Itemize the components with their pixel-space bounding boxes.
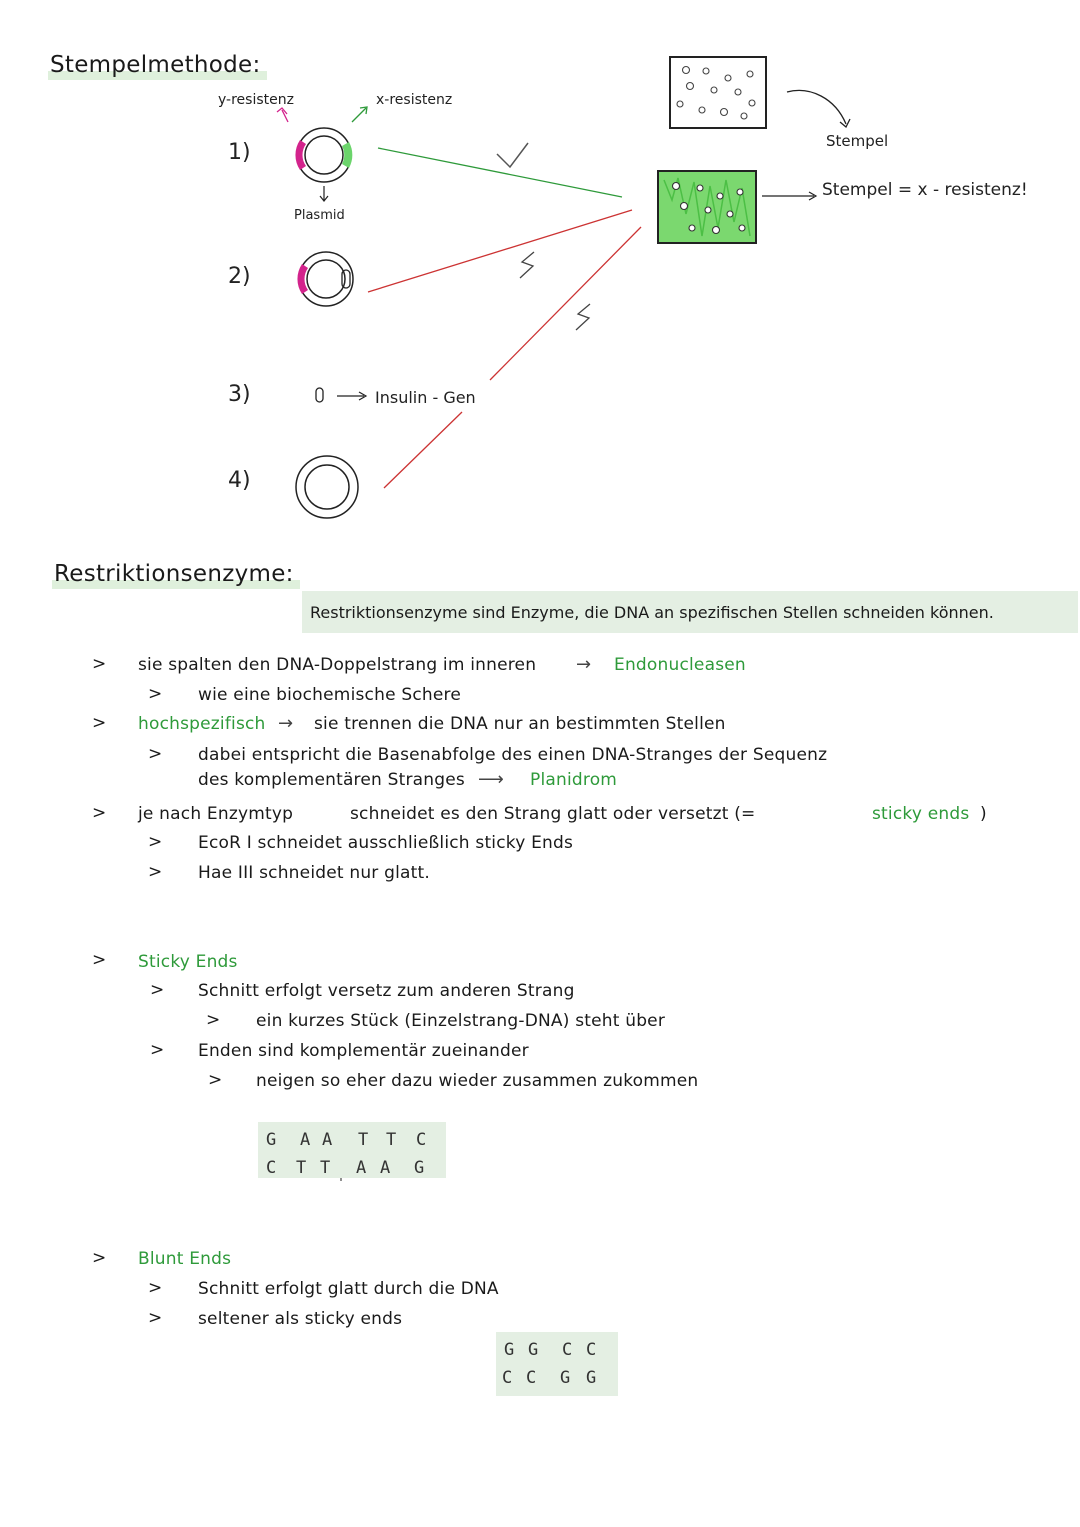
blunt-2: seltener als sticky ends (198, 1309, 403, 1329)
sub-bullet: > (148, 684, 163, 704)
sub-bullet: > (148, 862, 163, 882)
point-3-mid: schneidet es den Strang glatt oder versetzt (= (350, 804, 756, 824)
y-resistenz-label: y-resistenz (218, 92, 294, 108)
sub-bullet: > (148, 832, 163, 852)
insulin-gene-label: Insulin - Gen (375, 388, 476, 407)
sticky-seq-bottom-2: T (320, 1158, 333, 1178)
red-line-3 (490, 227, 641, 380)
blunt-seq-bottom-1: C (526, 1368, 539, 1388)
point-2-sub-1: dabei entspricht die Basenabfolge des einen DNA-Stranges der Sequenz (198, 745, 828, 765)
sub-bullet: > (150, 980, 165, 1000)
bullet-4: > (92, 950, 107, 970)
sub-sub-bullet: > (206, 1010, 221, 1030)
lightning-icon-2 (576, 304, 590, 330)
sticky-seq-bottom-5: G (414, 1158, 427, 1178)
bullet-5: > (92, 1248, 107, 1268)
x-arrow (352, 108, 366, 122)
arrow-icon: ⟶ (478, 769, 504, 790)
green-line (378, 148, 622, 197)
check-icon (497, 143, 528, 167)
sub-bullet: > (148, 1278, 163, 1298)
blunt-seq-top-3: C (586, 1340, 599, 1360)
sticky-seq-bottom-0: C (266, 1158, 279, 1178)
sub-sub-bullet: > (208, 1070, 223, 1090)
sticky-seq-bottom-1: T (296, 1158, 309, 1178)
definition-text: Restriktionsenzyme sind Enzyme, die DNA an spezifischen Stellen schneiden können. (310, 603, 994, 622)
sticky-seq-top-3: T (358, 1130, 371, 1150)
sticky-1a: ein kurzes Stück (Einzelstrang-DNA) steht über (256, 1011, 666, 1031)
stempel-title: Stempelmethode: (48, 52, 267, 80)
definition-box (302, 591, 1078, 633)
bullet-1: > (92, 654, 107, 674)
sticky-seq-top-4: T (386, 1130, 399, 1150)
point-2-sub-2: des komplementären Stranges (198, 770, 465, 790)
curved-arrow (787, 90, 846, 124)
item-3-number: 3) (228, 382, 251, 407)
point-3-end: ) (980, 804, 987, 824)
point-2-result: Planidrom (530, 770, 618, 790)
sticky-seq-bottom-4: A (380, 1158, 393, 1178)
blunt-seq-top-1: G (528, 1340, 541, 1360)
plasmid-2-icon (297, 252, 353, 306)
item-4-number: 4) (228, 468, 251, 493)
arrow-icon: → (278, 713, 294, 734)
sub-bullet: > (150, 1040, 165, 1060)
blunt-seq-top-2: C (562, 1340, 575, 1360)
sticky-title: Sticky Ends (138, 952, 238, 972)
plasmid-1-icon (295, 128, 352, 182)
point-3-green: sticky ends (872, 804, 970, 824)
result-label: Stempel = x - resistenz! (822, 180, 1028, 200)
point-2-text: sie trennen die DNA nur an bestimmten Stellen (314, 714, 726, 734)
point-1-result: Endonucleasen (614, 655, 746, 675)
sticky-seq-top-5: C (416, 1130, 429, 1150)
sticky-seq-top-2: A (322, 1130, 335, 1150)
sticky-seq-bottom-3: A (356, 1158, 369, 1178)
lightning-icon-1 (520, 252, 534, 278)
plasmid-4-icon (296, 456, 358, 518)
sticky-2: Enden sind komplementär zueinander (198, 1041, 529, 1061)
plate-top-icon (670, 57, 766, 128)
insulin-gene-icon (316, 388, 323, 402)
bullet-3: > (92, 803, 107, 823)
sub-bullet: > (148, 1308, 163, 1328)
item-2-number: 2) (228, 264, 251, 289)
red-line-2 (368, 210, 632, 292)
point-1-text: sie spalten den DNA-Doppelstrang im inneren (138, 655, 537, 675)
point-3-text: je nach Enzymtyp (138, 804, 294, 824)
x-resistenz-label: x-resistenz (376, 92, 453, 108)
point-2-term: hochspezifisch (138, 714, 266, 734)
blunt-seq-bottom-2: G (560, 1368, 573, 1388)
plate-bottom-icon (658, 171, 756, 243)
sticky-2a: neigen so eher dazu wieder zusammen zukommen (256, 1071, 699, 1091)
blunt-seq-bottom-3: G (586, 1368, 599, 1388)
blunt-seq-bottom-0: C (502, 1368, 515, 1388)
bullet-2: > (92, 713, 107, 733)
red-line-4 (384, 412, 462, 488)
restriktion-title: Restriktionsenzyme: (52, 561, 300, 589)
point-3-sub-1: EcoR I schneidet ausschließlich sticky Ends (198, 833, 574, 853)
plasmid-label: Plasmid (294, 208, 345, 223)
arrow-icon: → (576, 654, 592, 675)
sticky-seq-top-1: A (300, 1130, 313, 1150)
point-3-sub-2: Hae III schneidet nur glatt. (198, 863, 430, 883)
stamp-label: Stempel (826, 132, 889, 150)
blunt-title: Blunt Ends (138, 1249, 232, 1269)
blunt-seq-top-0: G (504, 1340, 517, 1360)
sticky-seq-top-0: G (266, 1130, 279, 1150)
item-1-number: 1) (228, 140, 251, 165)
point-1-sub: wie eine biochemische Schere (198, 685, 461, 705)
sticky-1: Schnitt erfolgt versetz zum anderen Strang (198, 981, 575, 1001)
blunt-1: Schnitt erfolgt glatt durch die DNA (198, 1279, 499, 1299)
sub-bullet: > (148, 744, 163, 764)
